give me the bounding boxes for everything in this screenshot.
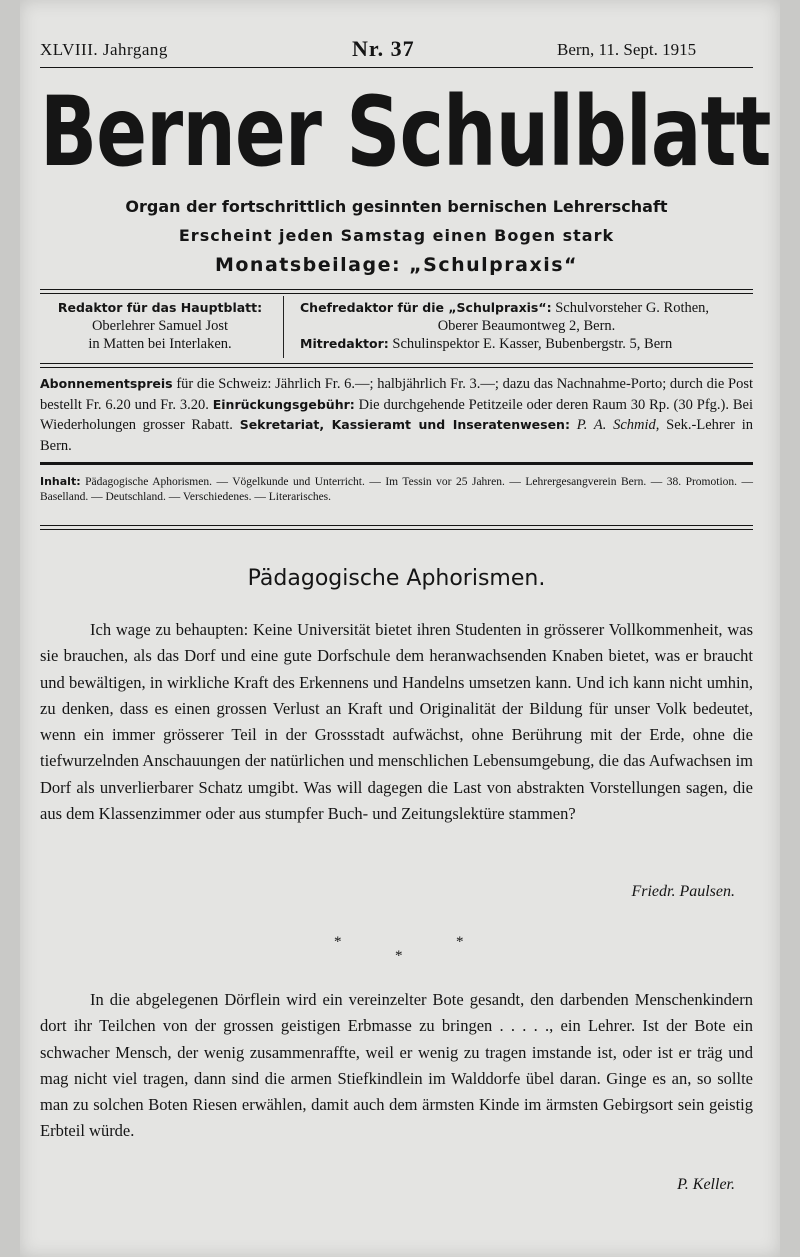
- office-label: Sekretariat, Kassieramt und Inseratenwesen:: [239, 417, 570, 432]
- masthead-rule-top: [40, 67, 753, 68]
- subscription-info: [40, 374, 753, 456]
- place-date: Bern, 11. Sept. 1915: [557, 40, 697, 59]
- newspaper-title: Berner Schulblatt: [40, 76, 771, 188]
- asterisk-middle: *: [395, 948, 403, 964]
- subtitle: Organ der fortschrittlich gesinnten bernischen Lehrerschaft: [125, 197, 668, 216]
- main-editor-address: in Matten bei Interlaken.: [88, 336, 232, 352]
- contents-rule-1: [40, 525, 753, 526]
- editors-rule-2: [40, 367, 753, 368]
- subscription-price-label: Abonnementspreis: [40, 376, 173, 391]
- co-editor-name: Schulinspektor E. Kasser, Bubenbergstr. 5, Bern: [392, 336, 673, 352]
- article-title: Pädagogische Aphorismen.: [247, 566, 546, 591]
- asterism-separator: [320, 932, 480, 972]
- office-text: Sek.-Lehrer in Bern.: [40, 417, 754, 454]
- insertion-fee-label: Einrückungsgebühr:: [212, 396, 355, 412]
- issue-number: Nr. 37: [352, 36, 415, 61]
- author-keller: P. Keller.: [677, 1176, 735, 1193]
- chief-editor-label: Chefredaktor für die „Schulpraxis“:: [300, 300, 552, 315]
- main-editor-block: [40, 299, 280, 353]
- chief-editor-block: [300, 299, 753, 353]
- table-of-contents: [40, 474, 753, 505]
- co-editor-label: Mitredaktor:: [300, 336, 389, 351]
- contents-rule-2: [40, 529, 753, 530]
- subscription-rule: [40, 462, 753, 465]
- paragraph-1: Ich wage zu behaupten: Keine Universität bietet ihren Studenten in grösserer Vollkommenheit, was sie brauchen, als das Dorf und eine gute Dorfschule dem heranwachsenden Knaben bietet, was er braucht und bewältigen, in wirkliche Kraft des Erkennens und Handelns umsetzen kann. Und ich kann nicht umhin, zu denken, dass es einen grossen Verlust an Kraft und Originalität der Bildung für unser Volk bedeutet, wenn ein immer grösserer Teil in der Grossstadt aufwächst, ohne Berührung mit der Erde, ohne die tiefwurzelnden Anschauungen der natürlichen und menschlichen Lebensumgebung, die das Aufwachsen im Dorf als unverlierbarer Schatz umgibt. Was will dagegen die Last von abstrakten Vorstellungen sagen, die aus dem Klassenzimmer oder aus stumpfer Buch- und Zeitungslektüre stammen?: [40, 620, 753, 824]
- author-paulsen: Friedr. Paulsen.: [631, 883, 735, 900]
- chief-editor-name: Schulvorsteher G. Rothen,: [555, 300, 710, 316]
- volume-label: XLVIII. Jahrgang: [40, 40, 168, 59]
- masthead-rule-1: [40, 289, 753, 290]
- contents-label: Inhalt:: [40, 475, 81, 488]
- editors-rule-1: [40, 363, 753, 364]
- masthead-rule-2: [40, 293, 753, 294]
- insertion-fee-text: Die durchgehende Petitzeile oder deren Raum 30 Rp. (30 Pfg.). Bei Wiederholungen grosser Rabatt.: [40, 396, 754, 433]
- paragraph-2: In die abgelegenen Dörflein wird ein vereinzelter Bote gesandt, den darbenden Menschenkindern dort ihr Teilchen von der grossen geistigen Erbmasse zu bringen . . . . ., ein Lehrer. Ist der Bote ein schwacher Mensch, der wenig zusammenraffte, weil er wenig zu tragen imstande ist, oder ist er träg und mag nicht viel tragen, dann sind die armen Stiefkindlein im Walddorfe übel daran. Ginge es an, so sollte man zu solchen Boten Riesen erwählen, damit auch dem ärmsten Kinde im ärmsten Gebirgsort sein geistig Erbteil würde.: [40, 990, 753, 1141]
- asterisk-right: *: [456, 934, 464, 950]
- asterisk-left: *: [334, 934, 342, 950]
- office-name: P. A. Schmid,: [576, 417, 660, 433]
- chief-editor-address: Oberer Beaumontweg 2, Bern.: [437, 318, 616, 334]
- contents-text: Pädagogische Aphorismen. — Vögelkunde und Unterricht. — Im Tessin vor 25 Jahren. — Lehrergesangverein Bern. — 38. Promotion. — Baselland. — Deutschland. — Verschiedenes. — Literarisches.: [40, 476, 754, 503]
- monthly-supplement: Monatsbeilage: „Schulpraxis“: [214, 254, 579, 276]
- main-editor-label: Redaktor für das Hauptblatt:: [57, 300, 263, 315]
- main-editor-name: Oberlehrer Samuel Jost: [91, 318, 229, 334]
- subscription-price-text: für die Schweiz: Jährlich Fr. 6.—; halbjährlich Fr. 3.—; dazu das Nachnahme-Porto; durch die Post bestellt Fr. 6.20 und Fr. 3.20.: [40, 376, 753, 413]
- editor-divider: [283, 296, 284, 358]
- publication-schedule: Erscheint jeden Samstag einen Bogen stark: [178, 226, 615, 245]
